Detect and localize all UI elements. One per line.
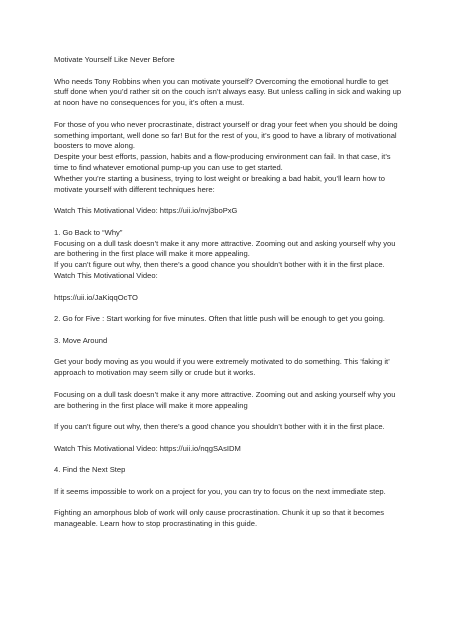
paragraph-line: For those of you who never procrastinate, distract yourself or drag your feet when you should be doing something important, well done so far! But for the rest of you, it’s good to have a library of motivational boosters to move along.	[54, 119, 398, 151]
paragraph-line: Who needs Tony Robbins when you can motivate yourself? Overcoming the emotional hurdle to get stuff done when you’d rather sit on the couch isn’t always easy. But unless calling in sick and waking up at noon have no consequences for you, it’s often a must.	[54, 76, 402, 108]
figure-out-why-paragraph	[54, 422, 403, 433]
video-link-paragraph	[54, 206, 403, 217]
paragraph-line: If it seems impossible to work on a project for you, you can try to focus on the next immediate step.	[54, 486, 386, 496]
section-heading: 1. Go Back to “Why”	[54, 227, 123, 237]
paragraph-line: Watch This Motivational Video:	[54, 270, 158, 280]
next-step-paragraph	[54, 487, 403, 498]
paragraph-line: Focusing on a dull task doesn’t make it any more attractive. Zooming out and asking yourself why you are bothering in the first place will make it more appealing.	[54, 238, 396, 259]
procrastination-paragraph	[54, 120, 403, 196]
paragraph-line: Despite your best efforts, passion, habits and a flow-producing environment can fail. In that case, it’s time to find whatever emotional pump-up you can use to get started.	[54, 152, 391, 172]
chunk-it-up-paragraph	[54, 508, 403, 530]
intro-paragraph	[54, 77, 403, 109]
document-title: Motivate Yourself Like Never Before	[54, 55, 175, 64]
video-link-paragraph	[54, 293, 403, 304]
section-heading: 4. Find the Next Step	[54, 465, 126, 475]
video-link-paragraph	[54, 444, 403, 455]
paragraph-line: 2. Go for Five : Start working for five minutes. Often that little push will be enough to get you going.	[54, 314, 385, 324]
video-link-text: https://uii.io/JaKiqqOcTO	[54, 292, 138, 302]
dull-task-paragraph	[54, 390, 403, 412]
paragraph-line: Fighting an amorphous blob of work will only cause procrastination. Chunk it up so that it becomes manageable. Learn how to stop procrastinating in this guide.	[54, 508, 385, 529]
video-link-text: Watch This Motivational Video: https://uii.io/nqgSAsIDM	[54, 443, 241, 453]
paragraph-line: If you can’t figure out why, then there’s a good chance you shouldn’t bother with it in the first place.	[54, 422, 385, 432]
section-heading: 3. Move Around	[54, 335, 108, 345]
paragraph-line: Whether you’re starting a business, trying to lost weight or breaking a bad habit, you’ll learn how to motivate yourself with different techniques here:	[54, 173, 385, 194]
paragraph-line: If you can’t figure out why, then there’s a good chance you shouldn’t bother with it in the first place.	[54, 260, 385, 270]
paragraph-line: Get your body moving as you would if you were extremely motivated to do something. This ‘faking it’ approach to motivation may seem silly or crude but it works.	[54, 357, 390, 378]
section-go-for-five	[54, 314, 403, 325]
section-find-next-step-heading	[54, 465, 403, 476]
video-link-text: Watch This Motivational Video: https://uii.io/nvj3boPxG	[54, 206, 238, 216]
section-move-around-heading	[54, 336, 403, 347]
section-go-back-to-why	[54, 228, 403, 282]
paragraph-line: Focusing on a dull task doesn’t make it any more attractive. Zooming out and asking yourself why you are bothering in the first place will make it more appealing	[54, 389, 396, 410]
move-around-paragraph	[54, 357, 403, 379]
